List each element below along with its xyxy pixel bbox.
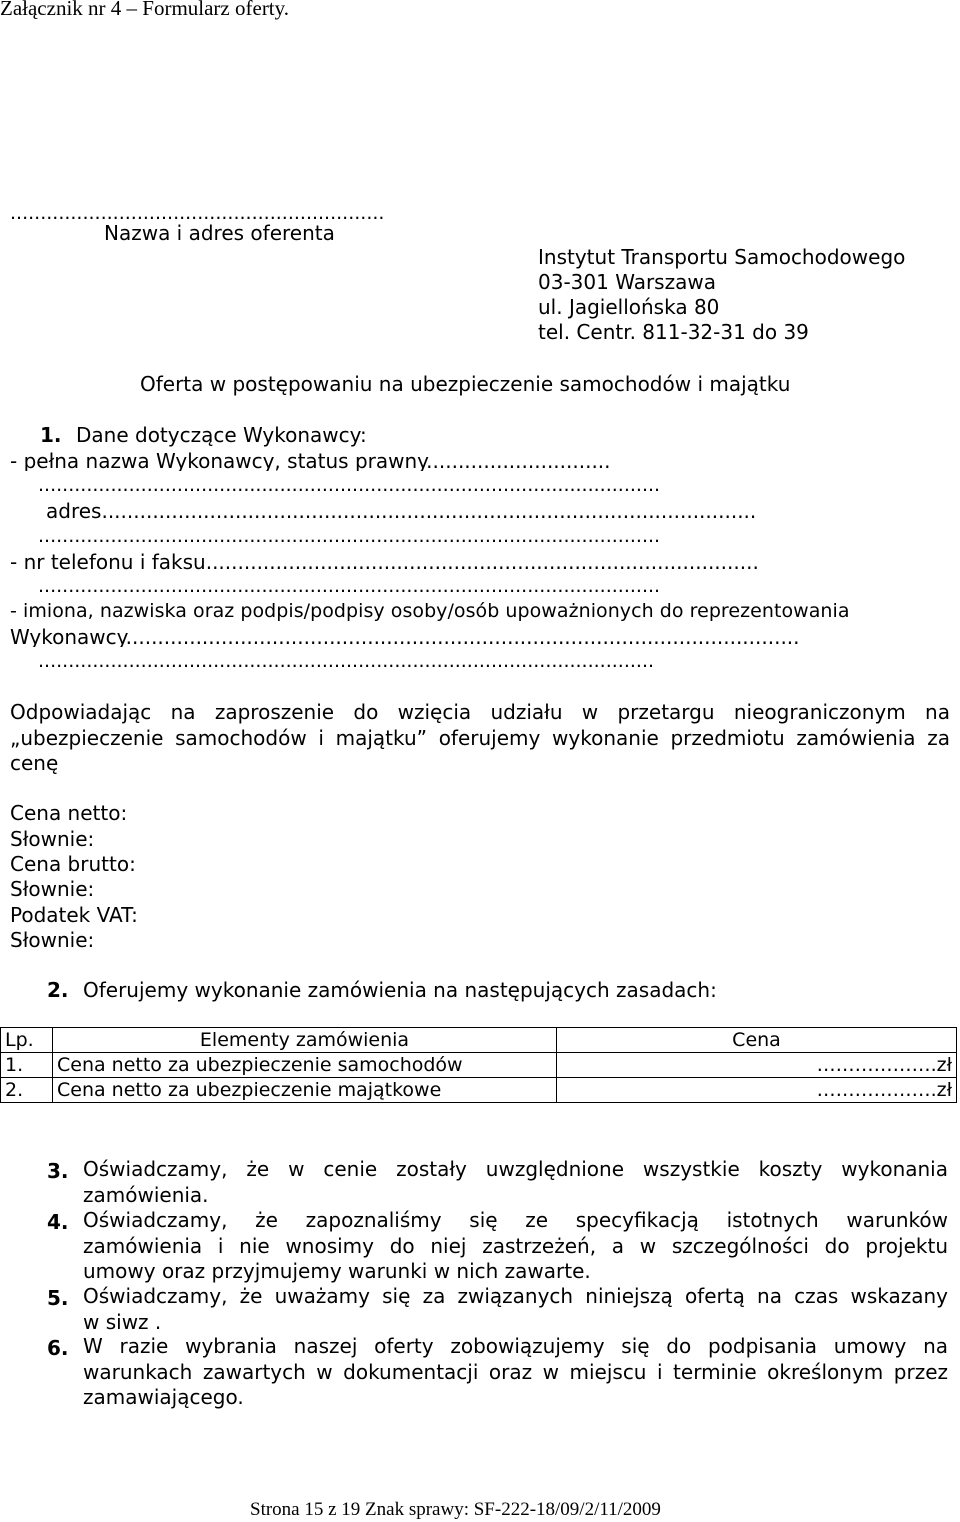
page-footer: Strona 15 z 19 Znak sprawy: SF-222-18/09/2/11/2009	[250, 1499, 661, 1520]
declaration-6-line-2: warunkach zawartych w dokumentacji oraz w miejscu i terminie określonym przez	[83, 1359, 948, 1384]
section1-title: Dane dotyczące Wykonawcy:	[76, 423, 367, 447]
order-elements-table	[0, 1027, 957, 1103]
intro-line-1: Odpowiadając na zaproszenie do wzięcia udziału w przetargu nieograniczonym na	[10, 700, 950, 724]
row-element: Cena netto za ubezpieczenie majątkowe	[53, 1078, 557, 1103]
offerer-label: Nazwa i adres oferenta	[104, 221, 335, 245]
phone-fax-field[interactable]: - nr telefonu i faksu.......................................................................................	[10, 552, 759, 572]
annex-title: Załącznik nr 4 – Formularz oferty.	[0, 0, 290, 20]
gross-price-words-label: Słownie:	[10, 877, 95, 901]
table-row	[1, 1053, 957, 1078]
section1-number: 1.	[40, 423, 62, 447]
header-price: Cena	[557, 1028, 957, 1053]
header-elements: Elementy zamówienia	[53, 1028, 557, 1053]
row-element: Cena netto za ubezpieczenie samochodów	[53, 1053, 557, 1078]
row-price-field[interactable]: ……………….zł	[557, 1078, 957, 1103]
address-field-continuation[interactable]: .......................................................................................................	[38, 527, 661, 546]
declaration-5-number: 5.	[47, 1286, 69, 1310]
header-lp: Lp.	[1, 1028, 53, 1053]
intro-line-3: cenę	[10, 751, 59, 775]
intro-line-2: „ubezpieczenie samochodów i majątku” oferujemy wykonanie przedmiotu zamówienia za	[10, 725, 950, 750]
vat-label: Podatek VAT:	[10, 903, 138, 927]
declaration-6-number: 6.	[47, 1336, 69, 1360]
representatives-label: - imiona, nazwiska oraz podpis/podpisy osoby/osób upoważnionych do reprezentowania	[10, 600, 850, 622]
row-lp: 1.	[1, 1053, 53, 1078]
vat-words-label: Słownie:	[10, 928, 95, 952]
full-name-field-continuation[interactable]: .......................................................................................................	[38, 476, 661, 495]
representatives-field-continuation[interactable]: ......................................................................................................	[38, 652, 655, 671]
full-name-field[interactable]: - pełna nazwa Wykonawcy, status prawny.............................	[10, 451, 611, 471]
declaration-4-line-2: zamówienia i nie wnosimy do niej zastrzeżeń, a w szczególności do projektu	[83, 1233, 948, 1258]
row-price-field[interactable]: ……………….zł	[557, 1053, 957, 1078]
net-price-words-label: Słownie:	[10, 827, 95, 851]
declaration-4-number: 4.	[47, 1210, 69, 1234]
recipient-street: ul. Jagiellońska 80	[538, 295, 720, 319]
address-field[interactable]: adres.......................................................................................................	[46, 501, 757, 521]
recipient-postcode-city: 03-301 Warszawa	[538, 270, 716, 294]
declaration-6	[83, 1334, 948, 1411]
section2-number: 2.	[47, 978, 69, 1002]
declaration-5	[83, 1284, 948, 1335]
declaration-3	[83, 1157, 948, 1208]
declaration-4-line-1: Oświadczamy, że zapoznaliśmy się ze specyfikacją istotnych warunków	[83, 1208, 948, 1232]
offer-title: Oferta w postępowaniu na ubezpieczenie samochodów i majątku	[140, 372, 791, 396]
intro-paragraph	[10, 700, 950, 777]
recipient-phone: tel. Centr. 811-32-31 do 39	[538, 320, 809, 344]
declaration-5-line-1: Oświadczamy, że uważamy się za związanych niniejszą ofertą na czas wskazany	[83, 1284, 948, 1308]
net-price-label: Cena netto:	[10, 801, 128, 825]
declaration-6-line-3: zamawiającego.	[83, 1385, 244, 1409]
declaration-6-line-1: W razie wybrania naszej oferty zobowiązujemy się do podpisania umowy na	[83, 1334, 948, 1358]
declaration-3-number: 3.	[47, 1159, 69, 1183]
representatives-field[interactable]: Wykonawcy..........................................................................................................	[10, 627, 800, 647]
table-row	[1, 1078, 957, 1103]
table-header-row	[1, 1028, 957, 1053]
declaration-3-line-1: Oświadczamy, że w cenie zostały uwzględnione wszystkie koszty wykonania	[83, 1157, 948, 1181]
section2-title: Oferujemy wykonanie zamówienia na następujących zasadach:	[83, 978, 717, 1002]
declaration-4-line-3: umowy oraz przyjmujemy warunki w nich zawarte.	[83, 1259, 591, 1283]
declaration-3-line-2: zamówienia.	[83, 1182, 209, 1207]
recipient-name: Instytut Transportu Samochodowego	[538, 245, 906, 269]
offerer-dots-line: ..............................................................	[10, 202, 385, 224]
phone-fax-field-continuation[interactable]: .......................................................................................................	[38, 577, 661, 596]
gross-price-label: Cena brutto:	[10, 852, 136, 876]
declaration-4	[83, 1208, 948, 1285]
row-lp: 2.	[1, 1078, 53, 1103]
declaration-5-line-2: w siwz .	[83, 1309, 162, 1334]
